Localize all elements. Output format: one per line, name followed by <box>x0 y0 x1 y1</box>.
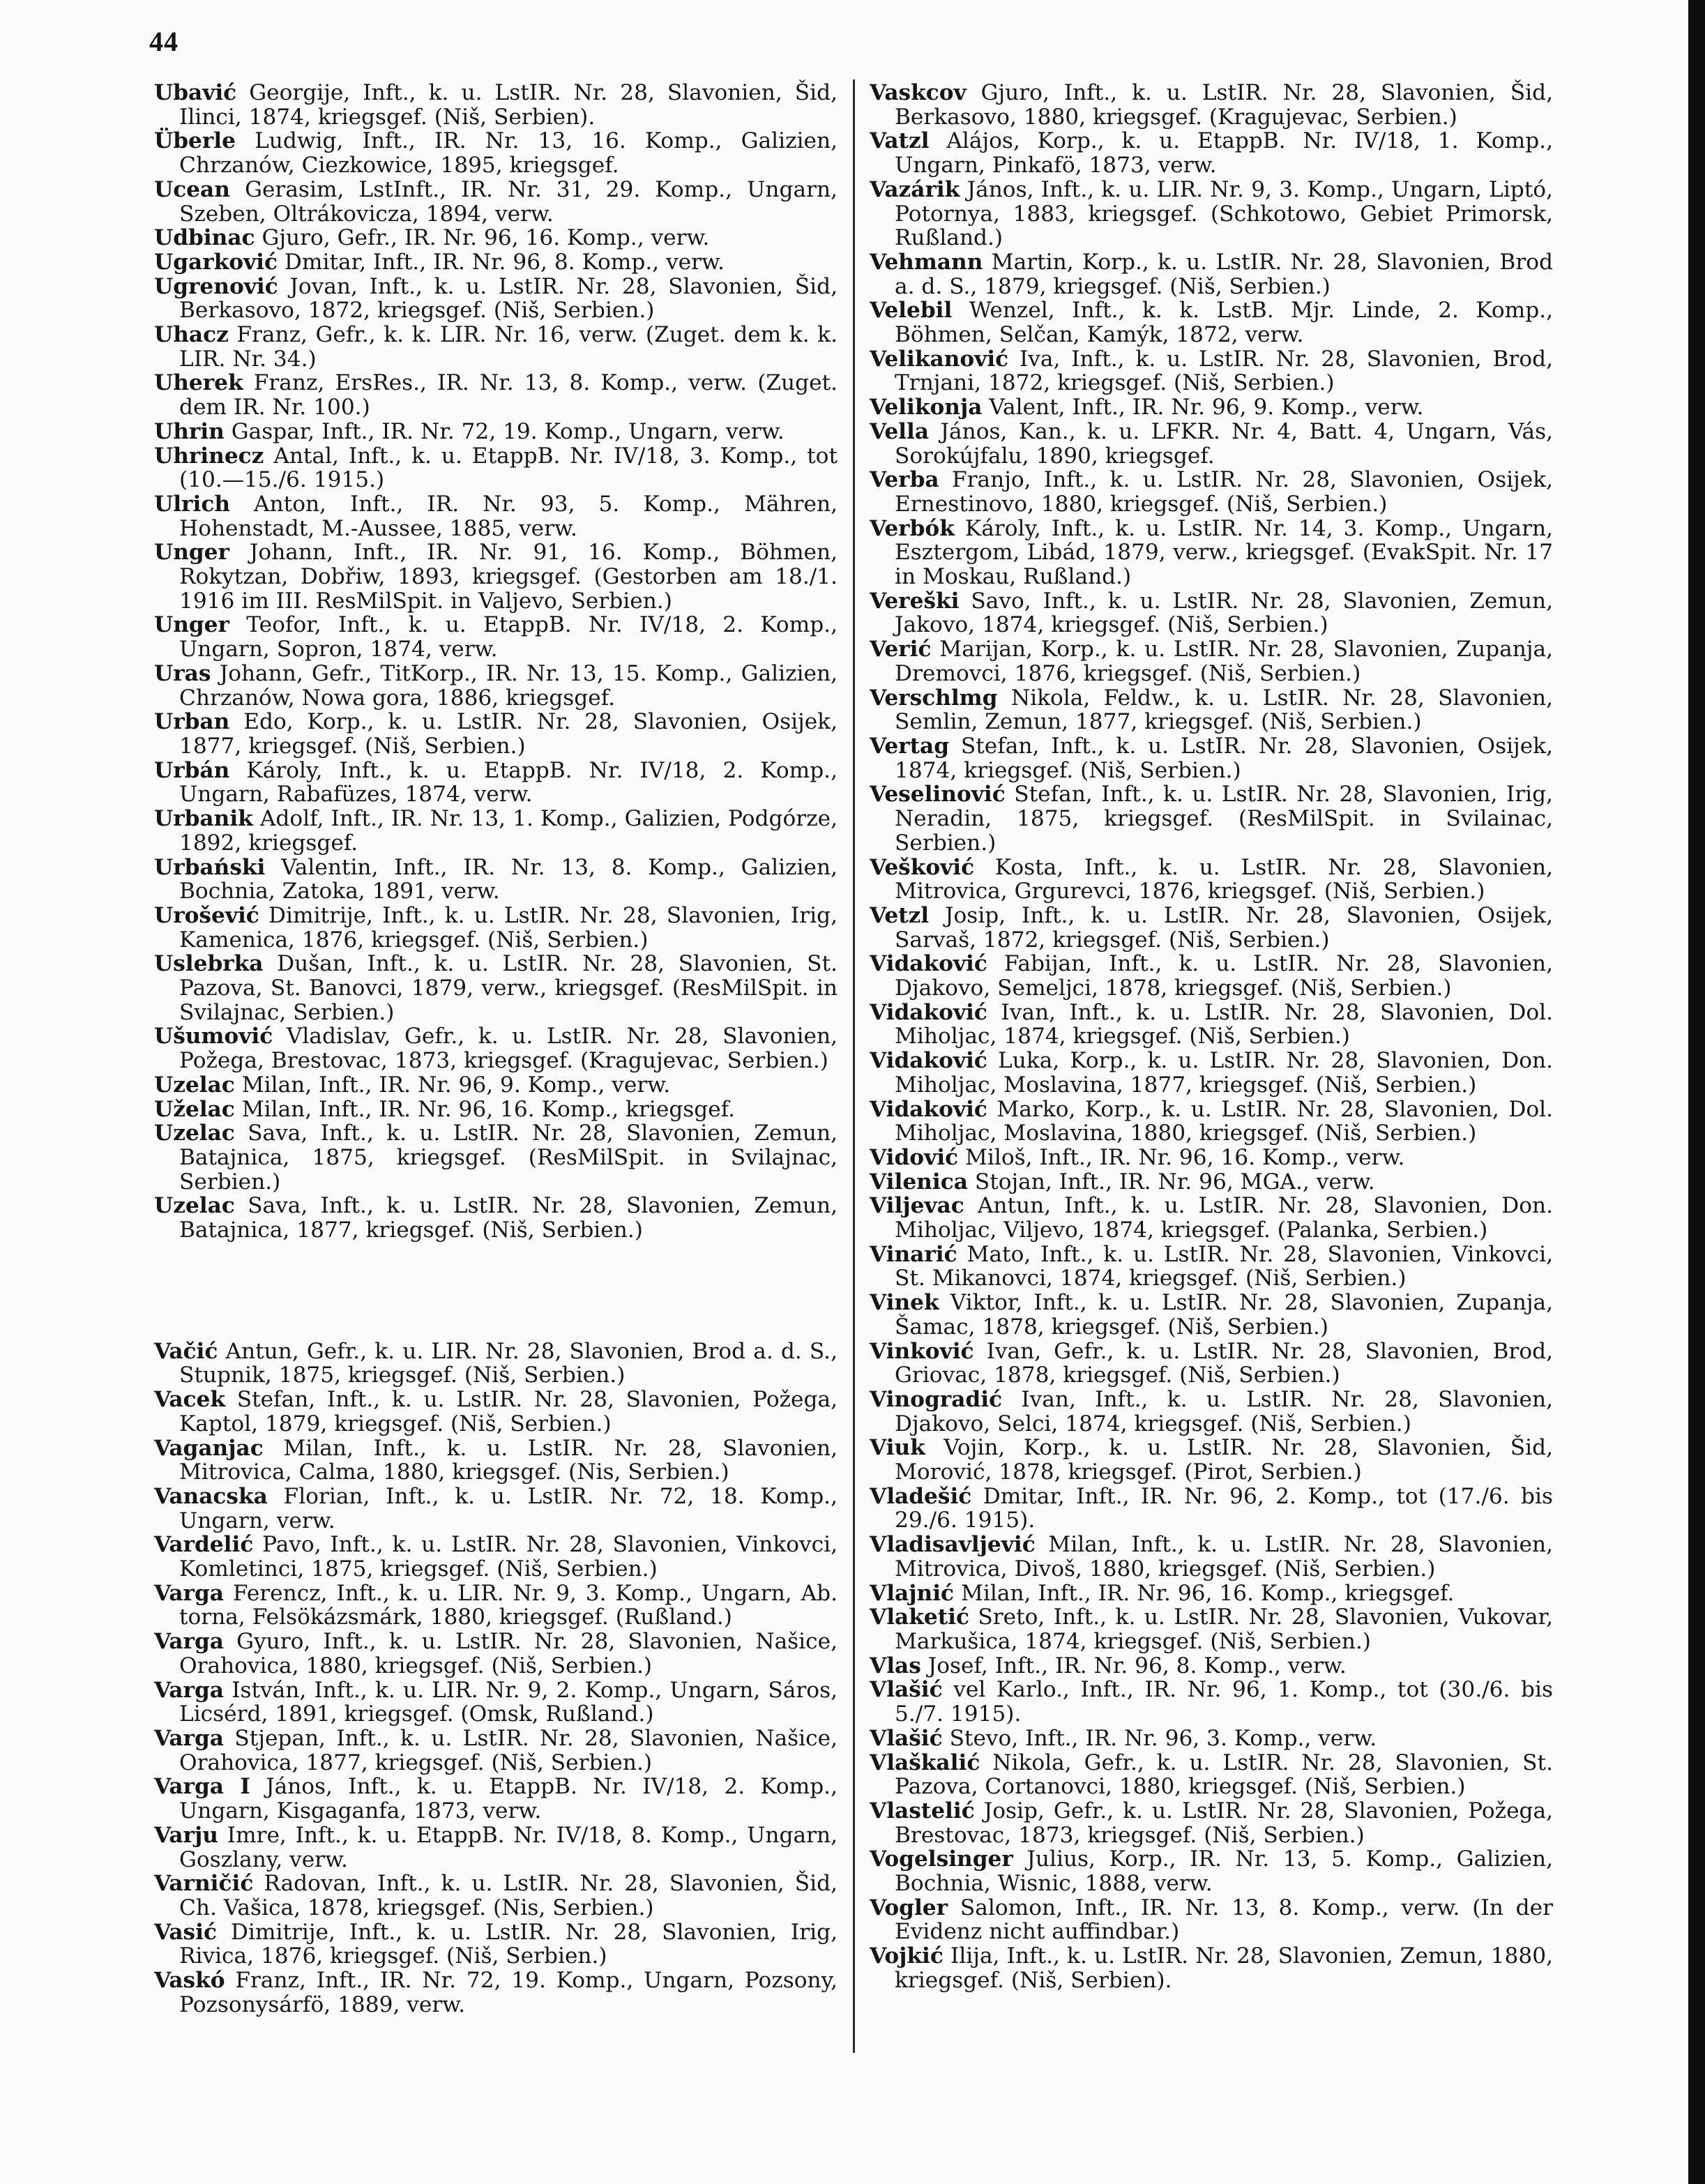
entry-surname: Verić <box>870 637 932 662</box>
entry-details: Mato, Inft., k. u. LstIR. Nr. 28, Slavonien, Vinkovci, St. Mikanovci, 1874, kriegsgef. (Niš, Serbien.) <box>895 1241 1553 1291</box>
list-entry <box>870 1098 1553 1146</box>
list-entry <box>870 1727 1553 1751</box>
entry-details: Sava, Inft., k. u. LstIR. Nr. 28, Slavonien, Zemun, Batajnica, 1877, kriegsgef. (Niš, Serbien.) <box>179 1193 838 1243</box>
entry-surname: Uželac <box>154 1096 235 1122</box>
list-entry <box>154 1969 838 2017</box>
left-entries-u <box>154 81 838 1243</box>
left-column <box>154 81 838 2017</box>
entry-surname: Vidaković <box>870 1096 987 1122</box>
entry-surname: Unger <box>154 540 229 566</box>
entry-surname: Viuk <box>870 1435 925 1461</box>
entry-details: Ilija, Inft., k. u. LstIR. Nr. 28, Slavonien, Zemun, 1880, kriegsgef. (Niš, Serbien). <box>895 1943 1553 1993</box>
entry-details: Károly, Inft., k. u. EtappB. Nr. IV/18, 2. Komp., Ungarn, Rabafüzes, 1874, verw. <box>179 757 838 807</box>
list-entry <box>154 856 838 904</box>
entry-surname: Verba <box>870 467 939 493</box>
entry-surname: Udbinac <box>154 225 255 251</box>
list-entry <box>870 952 1553 1000</box>
entry-surname: Ušumović <box>154 1024 273 1049</box>
entry-details: Florian, Inft., k. u. LstIR. Nr. 72, 18. Komp., Ungarn, verw. <box>179 1483 838 1533</box>
list-entry <box>870 1799 1553 1847</box>
entry-details: Dmitar, Inft., IR. Nr. 96, 2. Komp., tot (17./6. bis 29./6. 1915). <box>895 1483 1553 1533</box>
list-entry <box>870 1896 1553 1944</box>
column-divider <box>853 79 855 2053</box>
list-entry <box>154 662 838 710</box>
entry-surname: Vertag <box>870 733 950 759</box>
entry-surname: Uras <box>154 660 211 686</box>
list-entry <box>870 589 1553 637</box>
entry-surname: Vaganjac <box>154 1435 264 1461</box>
entry-surname: Vešković <box>870 854 975 880</box>
list-entry <box>870 1146 1553 1170</box>
list-entry <box>870 1049 1553 1097</box>
entry-details: Károly, Inft., k. u. LstIR. Nr. 14, 3. Komp., Ungarn, Esztergom, Libád, 1879, verw., kriegsgef. (EvakSpit. Nr. 17 in Moskau, Rußland.) <box>895 515 1553 590</box>
entry-details: Gerasim, LstInft., IR. Nr. 31, 29. Komp., Ungarn, Szeben, Oltrákovicza, 1894, verw. <box>179 176 838 227</box>
entry-surname: Ucean <box>154 176 230 202</box>
list-entry <box>870 686 1553 734</box>
list-entry <box>870 1582 1553 1606</box>
entry-surname: Uherek <box>154 370 243 396</box>
entry-surname: Varju <box>154 1822 218 1848</box>
entry-details: Stefan, Inft., k. u. LstIR. Nr. 28, Slavonien, Osijek, 1874, kriegsgef. (Niš, Serbien.) <box>895 733 1553 783</box>
list-entry <box>870 1291 1553 1339</box>
entry-surname: Vinković <box>870 1338 974 1364</box>
list-entry <box>870 1751 1553 1799</box>
entry-surname: Veselinović <box>870 782 1006 807</box>
entry-details: Marko, Korp., k. u. LstIR. Nr. 28, Slavonien, Dol. Miholjac, Moslavina, 1880, kriegsgef. (Niš, Serbien.) <box>895 1096 1553 1146</box>
entry-details: Julius, Korp., IR. Nr. 13, 5. Komp., Galizien, Bochnia, Wisnic, 1888, verw. <box>895 1846 1553 1897</box>
entry-surname: Vlaškalić <box>870 1750 980 1775</box>
list-entry <box>870 1678 1553 1726</box>
entry-details: Vojin, Korp., k. u. LstIR. Nr. 28, Slavonien, Šid, Morović, 1878, kriegsgef. (Pirot, Serbien.) <box>895 1435 1553 1485</box>
entry-details: János, Inft., k. u. EtappB. Nr. IV/18, 2. Komp., Ungarn, Kisgaganfa, 1873, verw. <box>179 1774 838 1824</box>
entry-surname: Vetzl <box>870 902 930 928</box>
list-entry <box>154 420 838 444</box>
entry-details: Ivan, Gefr., k. u. LstIR. Nr. 28, Slavonien, Brod, Griovac, 1878, kriegsgef. (Niš, Serbien.) <box>895 1338 1553 1388</box>
entry-details: Johann, Gefr., TitKorp., IR. Nr. 13, 15. Komp., Galizien, Chrzanów, Nowa gora, 1886, kriegsgef. <box>179 660 838 711</box>
list-entry <box>154 323 838 371</box>
entry-surname: Vogelsinger <box>870 1846 1013 1872</box>
entry-details: Gyuro, Inft., k. u. LstIR. Nr. 28, Slavonien, Našice, Orahovica, 1880, kriegsgef. (Niš, Serbien.) <box>179 1629 838 1678</box>
entry-surname: Uzelac <box>154 1121 235 1146</box>
entry-details: Josip, Gefr., k. u. LstIR. Nr. 28, Slavonien, Požega, Brestovac, 1873, kriegsgef. (Niš, Serbien.) <box>895 1798 1553 1848</box>
entry-details: Josip, Inft., k. u. LstIR. Nr. 28, Slavonien, Osijek, Sarvaš, 1872, kriegsgef. (Niš, Serbien.) <box>895 902 1553 953</box>
list-entry <box>154 1024 838 1072</box>
entry-details: Marijan, Korp., k. u. LstIR. Nr. 28, Slavonien, Zupanja, Dremovci, 1876, kriegsgef. (Niš, Serbien.) <box>895 637 1553 686</box>
list-entry <box>870 517 1553 589</box>
entry-details: Sava, Inft., k. u. LstIR. Nr. 28, Slavonien, Zemun, Batajnica, 1875, kriegsgef. (ResMilSpit. in Svilajnac, Serbien.) <box>179 1121 838 1195</box>
list-entry <box>870 1654 1553 1678</box>
entry-details: Stojan, Inft., IR. Nr. 96, MGA., verw. <box>967 1169 1375 1195</box>
entry-surname: Unger <box>154 612 229 638</box>
entry-details: Johann, Inft., IR. Nr. 91, 16. Komp., Böhmen, Rokytzan, Dobřiw, 1893, kriegsgef. (Gestorben am 18./1. 1916 im III. ResMilSpit. in Valjevo, Serbien.) <box>179 540 838 614</box>
list-entry <box>154 710 838 758</box>
entry-surname: Varga I <box>154 1774 250 1800</box>
list-entry <box>870 637 1553 685</box>
entry-surname: Vereški <box>870 588 960 614</box>
entry-surname: Ulrich <box>154 491 230 517</box>
entry-details: Fabijan, Inft., k. u. LstIR. Nr. 28, Slavonien, Djakovo, Semeljci, 1878, kriegsgef. (Niš, Serbien.) <box>895 951 1553 1001</box>
entry-details: István, Inft., k. u. LIR. Nr. 9, 2. Komp., Ungarn, Sáros, Licsérd, 1891, kriegsgef. (Omsk, Rußland.) <box>179 1677 838 1727</box>
entry-details: Stefan, Inft., k. u. LstIR. Nr. 28, Slavonien, Irig, Neradin, 1875, kriegsgef. (ResMilSpit. in Svilainac, Serbien.) <box>895 782 1553 856</box>
right-column <box>870 81 1553 1993</box>
list-entry <box>154 492 838 540</box>
entry-surname: Überle <box>154 128 236 154</box>
entry-details: Stjepan, Inft., k. u. LstIR. Nr. 28, Slavonien, Našice, Orahovica, 1877, kriegsgef. (Niš, Serbien.) <box>179 1726 838 1775</box>
entry-details: Alájos, Korp., k. u. EtappB. Nr. IV/18, 1. Komp., Ungarn, Pinkafö, 1873, verw. <box>895 128 1553 179</box>
list-entry <box>154 1582 838 1630</box>
entry-details: Radovan, Inft., k. u. LstIR. Nr. 28, Slavonien, Šid, Ch. Vašica, 1878, kriegsgef. (Nis, Serbien.) <box>179 1871 838 1920</box>
entry-surname: Ugrenović <box>154 273 278 299</box>
entry-details: Nikola, Feldw., k. u. LstIR. Nr. 28, Slavonien, Semlin, Zemun, 1877, kriegsgef. (Niš, Serbien.) <box>895 685 1553 735</box>
list-entry <box>154 540 838 613</box>
entry-details: Stevo, Inft., IR. Nr. 96, 3. Komp., verw. <box>942 1725 1377 1751</box>
list-entry <box>154 1823 838 1872</box>
entry-surname: Uslebrka <box>154 951 264 977</box>
entry-details: Salomon, Inft., IR. Nr. 13, 8. Komp., verw. (In der Evidenz nicht auffindbar.) <box>895 1895 1553 1945</box>
entry-details: Sreto, Inft., k. u. LstIR. Nr. 28, Slavonien, Vukovar, Markušica, 1874, kriegsgef. (Niš, Serbien.) <box>895 1605 1553 1654</box>
list-entry <box>154 371 838 419</box>
entry-surname: Vogler <box>870 1895 948 1920</box>
list-entry <box>154 1436 838 1485</box>
list-entry <box>154 81 838 129</box>
right-entries <box>870 81 1553 1993</box>
entry-details: Vladislav, Gefr., k. u. LstIR. Nr. 28, Slavonien, Požega, Brestovac, 1873, kriegsgef. (Kragujevac, Serbien.) <box>179 1024 838 1074</box>
entry-details: Iva, Inft., k. u. LstIR. Nr. 28, Slavonien, Brod, Trnjani, 1872, kriegsgef. (Niš, Serbien.) <box>895 346 1553 396</box>
entry-details: János, Inft., k. u. LIR. Nr. 9, 3. Komp., Ungarn, Liptó, Potornya, 1883, kriegsgef. (Schkotowo, Gebiet Primorsk, Rußland.) <box>895 176 1553 251</box>
entry-details: Dmitar, Inft., IR. Nr. 96, 8. Komp., verw. <box>278 249 725 275</box>
list-entry <box>154 444 838 492</box>
list-entry <box>870 1485 1553 1533</box>
entry-details: Ferencz, Inft., k. u. LIR. Nr. 9, 3. Komp., Ungarn, Ab. torna, Felsökázsmárk, 1880, kriegsgef. (Rußland.) <box>179 1580 838 1630</box>
entry-details: Anton, Inft., IR. Nr. 93, 5. Komp., Mähren, Hohenstadt, M.-Aussee, 1885, verw. <box>179 491 838 541</box>
list-entry <box>154 1388 838 1436</box>
list-entry <box>870 1243 1553 1291</box>
entry-details: Ludwig, Inft., IR. Nr. 13, 16. Komp., Galizien, Chrzanów, Ciezkowice, 1895, kriegsgef. <box>179 128 838 179</box>
entry-surname: Vanacska <box>154 1483 268 1509</box>
entry-details: János, Kan., k. u. LFKR. Nr. 4, Batt. 4, Ungarn, Vás, Sorokújfalu, 1890, kriegsgef. <box>895 418 1553 469</box>
entry-details: Kosta, Inft., k. u. LstIR. Nr. 28, Slavonien, Mitrovica, Grgurevci, 1876, kriegsgef. (Niš, Serbien.) <box>895 854 1553 904</box>
entry-details: Franz, ErsRes., IR. Nr. 13, 8. Komp., verw. (Zuget. dem IR. Nr. 100.) <box>179 370 838 420</box>
list-entry <box>154 1630 838 1678</box>
entry-surname: Velikanović <box>870 346 1009 372</box>
entry-surname: Verschlmg <box>870 685 998 711</box>
list-entry <box>870 468 1553 516</box>
entry-surname: Urošević <box>154 902 259 928</box>
entry-details: Ivan, Inft., k. u. LstIR. Nr. 28, Slavonien, Dol. Miholjac, 1874, kriegsgef. (Niš, Serbien.) <box>895 999 1553 1049</box>
entry-surname: Vilenica <box>870 1169 968 1195</box>
list-entry <box>870 1194 1553 1242</box>
entry-details: Nikola, Gefr., k. u. LstIR. Nr. 28, Slavonien, St. Pazova, Cortanovci, 1880, kriegsgef. (Niš, Serbien.) <box>895 1750 1553 1800</box>
list-entry <box>870 81 1553 129</box>
entry-surname: Vidaković <box>870 999 987 1025</box>
scan-edge <box>1688 0 1705 2184</box>
entry-details: Valent, Inft., IR. Nr. 96, 9. Komp., verw. <box>982 395 1424 420</box>
entry-surname: Vaskó <box>154 1968 225 1994</box>
entry-details: Milan, Inft., IR. Nr. 96, 9. Komp., verw. <box>234 1072 671 1098</box>
entry-surname: Velikonja <box>870 395 983 420</box>
entry-surname: Vasić <box>154 1919 217 1945</box>
list-entry <box>154 129 838 177</box>
list-entry <box>870 1847 1553 1895</box>
entry-details: Franz, Inft., IR. Nr. 72, 19. Komp., Ungarn, Pozsony, Pozsonysárfö, 1889, verw. <box>179 1968 838 2017</box>
entry-details: Luka, Korp., k. u. LstIR. Nr. 28, Slavonien, Don. Miholjac, Moslavina, 1877, kriegsgef. (Niš, Serbien.) <box>895 1048 1553 1098</box>
entry-details: Ivan, Inft., k. u. LstIR. Nr. 28, Slavonien, Djakovo, Selci, 1874, kriegsgef. (Niš, Serbien.) <box>895 1386 1553 1436</box>
list-entry <box>870 420 1553 468</box>
list-entry <box>870 782 1553 855</box>
entry-surname: Varga <box>154 1629 224 1655</box>
list-entry <box>870 1170 1553 1195</box>
entry-surname: Urbański <box>154 854 266 880</box>
list-entry <box>870 129 1553 177</box>
entry-surname: Vlaketić <box>870 1605 969 1630</box>
list-entry <box>154 1775 838 1823</box>
entry-details: Milan, Inft., k. u. LstIR. Nr. 28, Slavonien, Mitrovica, Divoš, 1880, kriegsgef. (Niš, Serbien.) <box>895 1532 1553 1582</box>
entry-details: Milan, Inft., IR. Nr. 96, 16. Komp., kriegsgef. <box>954 1580 1455 1606</box>
entry-details: Franz, Gefr., k. k. LIR. Nr. 16, verw. (Zuget. dem k. k. LIR. Nr. 34.) <box>179 322 838 372</box>
entry-surname: Vazárik <box>870 176 960 202</box>
list-entry <box>154 1727 838 1775</box>
list-entry <box>870 1944 1553 1992</box>
entry-details: Martin, Korp., k. u. LstIR. Nr. 28, Slavonien, Brod a. d. S., 1879, kriegsgef. (Niš, Serbien.) <box>895 249 1553 299</box>
entry-surname: Vlas <box>870 1653 921 1678</box>
entry-surname: Vidaković <box>870 951 987 977</box>
entry-surname: Vidović <box>870 1144 959 1170</box>
entry-details: Milan, Inft., k. u. LstIR. Nr. 28, Slavonien, Mitrovica, Calma, 1880, kriegsgef. (Nis, Serbien.) <box>179 1435 838 1485</box>
entry-details: Gjuro, Inft., k. u. LstIR. Nr. 28, Slavonien, Šid, Berkasovo, 1880, kriegsgef. (Kragujevac, Serbien.) <box>895 80 1553 130</box>
entry-surname: Vladisavljević <box>870 1532 1036 1558</box>
list-entry <box>870 1001 1553 1049</box>
entry-surname: Ugarković <box>154 249 278 275</box>
list-entry <box>154 1194 838 1242</box>
entry-details: Milan, Inft., IR. Nr. 96, 16. Komp., kriegsgef. <box>234 1096 736 1122</box>
entry-surname: Vinek <box>870 1290 939 1316</box>
entry-details: Pavo, Inft., k. u. LstIR. Nr. 28, Slavonien, Vinkovci, Komletinci, 1875, kriegsgef. (Niš, Serbien.) <box>179 1532 838 1582</box>
list-entry <box>154 613 838 661</box>
entry-surname: Vlastelić <box>870 1798 975 1823</box>
list-entry <box>154 275 838 323</box>
list-entry <box>870 395 1553 420</box>
list-entry <box>870 734 1553 782</box>
entry-surname: Varga <box>154 1580 224 1606</box>
entry-details: Gaspar, Inft., IR. Nr. 72, 19. Komp., Ungarn, verw. <box>224 418 785 444</box>
entry-details: Dimitrije, Inft., k. u. LstIR. Nr. 28, Slavonien, Irig, Rivica, 1876, kriegsgef. (Niš, Serbien.) <box>179 1919 838 1969</box>
entry-details: Savo, Inft., k. u. LstIR. Nr. 28, Slavonien, Zemun, Jakovo, 1874, kriegsgef. (Niš, Serbien.) <box>895 588 1553 638</box>
list-entry <box>154 1920 838 1969</box>
entry-surname: Vojkić <box>870 1943 944 1969</box>
entry-details: Gjuro, Gefr., IR. Nr. 96, 16. Komp., verw. <box>255 225 710 251</box>
list-entry <box>154 1533 838 1581</box>
entry-surname: Urbán <box>154 757 230 783</box>
list-entry <box>154 226 838 250</box>
entry-details: Georgije, Inft., k. u. LstIR. Nr. 28, Slavonien, Šid, Ilinci, 1874, kriegsgef. (Niš, Serbien). <box>179 80 838 130</box>
list-entry <box>870 1388 1553 1436</box>
list-entry <box>154 250 838 275</box>
list-entry <box>154 952 838 1024</box>
entry-details: Antun, Gefr., k. u. LIR. Nr. 28, Slavonien, Brod a. d. S., Stupnik, 1875, kriegsgef. (Niš, Serbien.) <box>179 1338 838 1388</box>
list-entry <box>154 1872 838 1920</box>
entry-details: Edo, Korp., k. u. LstIR. Nr. 28, Slavonien, Osijek, 1877, kriegsgef. (Niš, Serbien.) <box>179 709 838 759</box>
list-entry <box>870 1436 1553 1484</box>
entry-surname: Varga <box>154 1677 224 1703</box>
list-entry <box>870 1533 1553 1581</box>
list-entry <box>870 347 1553 395</box>
entry-surname: Vačić <box>154 1338 218 1364</box>
list-entry <box>154 1098 838 1122</box>
entry-surname: Vardelić <box>154 1532 254 1558</box>
entry-surname: Vlašić <box>870 1677 943 1703</box>
list-entry <box>154 1340 838 1388</box>
entry-surname: Varničić <box>154 1871 254 1897</box>
entry-details: Imre, Inft., k. u. EtappB. Nr. IV/18, 8. Komp., Ungarn, Goszlany, verw. <box>179 1822 838 1872</box>
list-entry <box>870 298 1553 347</box>
entry-details: vel Karlo., Inft., IR. Nr. 96, 1. Komp., tot (30./6. bis 5./7. 1915). <box>895 1677 1553 1727</box>
page-number: 44 <box>149 26 179 57</box>
entry-surname: Vladešić <box>870 1483 972 1509</box>
entry-details: Dušan, Inft., k. u. LstIR. Nr. 28, Slavonien, St. Pazova, St. Banovci, 1879, verw., kriegsgef. (ResMilSpit. in Svilajnac, Serbien.) <box>179 951 838 1025</box>
entry-surname: Vinarić <box>870 1241 957 1267</box>
entry-surname: Velebil <box>870 298 953 324</box>
entry-surname: Vinogradić <box>870 1386 1003 1412</box>
list-entry <box>870 250 1553 298</box>
list-entry <box>870 1340 1553 1388</box>
entry-details: Franjo, Inft., k. u. LstIR. Nr. 28, Slavonien, Osijek, Ernestinovo, 1880, kriegsgef. (Niš, Serbien.) <box>895 467 1553 517</box>
list-entry <box>154 904 838 952</box>
entry-surname: Vidaković <box>870 1048 987 1074</box>
entry-details: Dimitrije, Inft., k. u. LstIR. Nr. 28, Slavonien, Irig, Kamenica, 1876, kriegsgef. (Niš, Serbien.) <box>179 902 838 953</box>
entry-details: Teofor, Inft., k. u. EtappB. Nr. IV/18, 2. Komp., Ungarn, Sopron, 1874, verw. <box>179 612 838 662</box>
entry-surname: Verbók <box>870 515 955 541</box>
entry-surname: Uhrin <box>154 418 225 444</box>
entry-surname: Urban <box>154 709 230 735</box>
entry-surname: Vacek <box>154 1387 225 1413</box>
entry-details: Viktor, Inft., k. u. LstIR. Nr. 28, Slavonien, Zupanja, Šamac, 1878, kriegsgef. (Niš, Serbien.) <box>895 1290 1553 1340</box>
entry-surname: Vaskcov <box>870 80 967 105</box>
list-entry <box>870 1605 1553 1653</box>
entry-surname: Viljevac <box>870 1193 964 1219</box>
entry-surname: Vehmann <box>870 249 983 275</box>
entry-details: Josef, Inft., IR. Nr. 96, 8. Komp., verw. <box>920 1653 1347 1678</box>
entry-details: Valentin, Inft., IR. Nr. 13, 8. Komp., Galizien, Bochnia, Zatoka, 1891, verw. <box>179 854 838 904</box>
list-entry <box>154 1485 838 1533</box>
list-entry <box>154 1073 838 1098</box>
entry-details: Stefan, Inft., k. u. LstIR. Nr. 28, Slavonien, Požega, Kaptol, 1879, kriegsgef. (Niš, Serbien.) <box>179 1387 838 1436</box>
entry-surname: Varga <box>154 1726 224 1751</box>
list-entry <box>870 178 1553 250</box>
list-entry <box>870 856 1553 904</box>
entry-details: Jovan, Inft., k. u. LstIR. Nr. 28, Slavonien, Šid, Berkasovo, 1872, kriegsgef. (Niš, Serbien.) <box>179 273 838 324</box>
list-entry <box>154 759 838 807</box>
entry-details: Antun, Inft., k. u. LstIR. Nr. 28, Slavonien, Don. Miholjac, Viljevo, 1874, kriegsgef. (Palanka, Serbien.) <box>895 1193 1553 1243</box>
left-entries-v <box>154 1340 838 2017</box>
entry-surname: Ubavić <box>154 80 237 105</box>
entry-surname: Vlajnić <box>870 1580 955 1606</box>
list-entry <box>154 1678 838 1727</box>
entry-details: Adolf, Inft., IR. Nr. 13, 1. Komp., Galizien, Podgórze, 1892, kriegsgef. <box>179 806 838 856</box>
list-entry <box>154 807 838 855</box>
entry-surname: Uhrinecz <box>154 443 264 469</box>
entry-details: Antal, Inft., k. u. EtappB. Nr. IV/18, 3. Komp., tot (10.—15./6. 1915.) <box>179 443 838 493</box>
entry-surname: Vatzl <box>870 128 930 154</box>
entry-surname: Uhacz <box>154 322 229 348</box>
list-entry <box>154 1121 838 1194</box>
entry-surname: Uzelac <box>154 1193 235 1219</box>
entry-details: Miloš, Inft., IR. Nr. 96, 16. Komp., verw. <box>958 1144 1405 1170</box>
entry-surname: Vella <box>870 418 930 444</box>
entry-details: Wenzel, Inft., k. k. LstB. Mjr. Linde, 2. Komp., Böhmen, Selčan, Kamýk, 1872, verw. <box>895 298 1553 348</box>
list-entry <box>870 904 1553 952</box>
entry-surname: Uzelac <box>154 1072 235 1098</box>
section-gap <box>154 1243 838 1340</box>
entry-surname: Vlašić <box>870 1725 943 1751</box>
entry-surname: Urbanik <box>154 806 253 832</box>
list-entry <box>154 178 838 226</box>
